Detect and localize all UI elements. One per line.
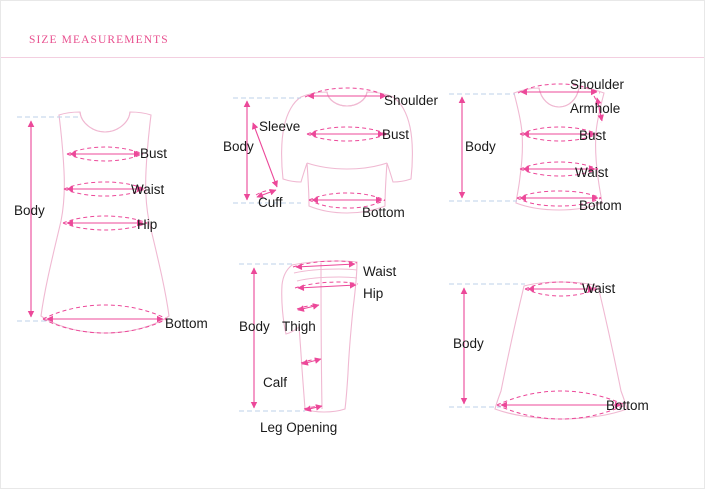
label-pants-waist: Waist	[363, 264, 397, 279]
label-pants-hip: Hip	[363, 286, 384, 301]
label-skirt-bottom: Bottom	[606, 398, 649, 413]
label-skirt-body: Body	[453, 336, 484, 351]
pants-illustration	[239, 261, 358, 412]
label-pants-leg-opening: Leg Opening	[260, 420, 338, 435]
label-top-bottom: Bottom	[362, 205, 405, 220]
label-top-body: Body	[223, 139, 254, 154]
garment-illustrations	[1, 1, 705, 489]
label-dress-bottom: Bottom	[165, 316, 208, 331]
label-pants-calf: Calf	[263, 375, 288, 390]
label-top-bust: Bust	[382, 127, 410, 142]
label-top-cuff: Cuff	[258, 195, 283, 210]
label-pants-body: Body	[239, 319, 270, 334]
page-title: SIZE MEASUREMENTS	[29, 34, 169, 46]
label-tank-bottom: Bottom	[579, 198, 622, 213]
label-tank-armhole: Armhole	[570, 101, 621, 116]
label-tank-body: Body	[465, 139, 496, 154]
label-dress-waist: Waist	[131, 182, 165, 197]
label-tank-bust: Bust	[579, 128, 607, 143]
label-tank-waist: Waist	[575, 165, 609, 180]
label-top-sleeve: Sleeve	[259, 119, 301, 134]
label-tank-shoulder: Shoulder	[570, 77, 625, 92]
label-dress-body: Body	[14, 203, 45, 218]
label-dress-hip: Hip	[137, 217, 158, 232]
label-skirt-waist: Waist	[582, 281, 616, 296]
label-dress-bust: Bust	[140, 146, 168, 161]
label-top-shoulder: Shoulder	[384, 93, 439, 108]
label-pants-thigh: Thigh	[282, 319, 316, 334]
